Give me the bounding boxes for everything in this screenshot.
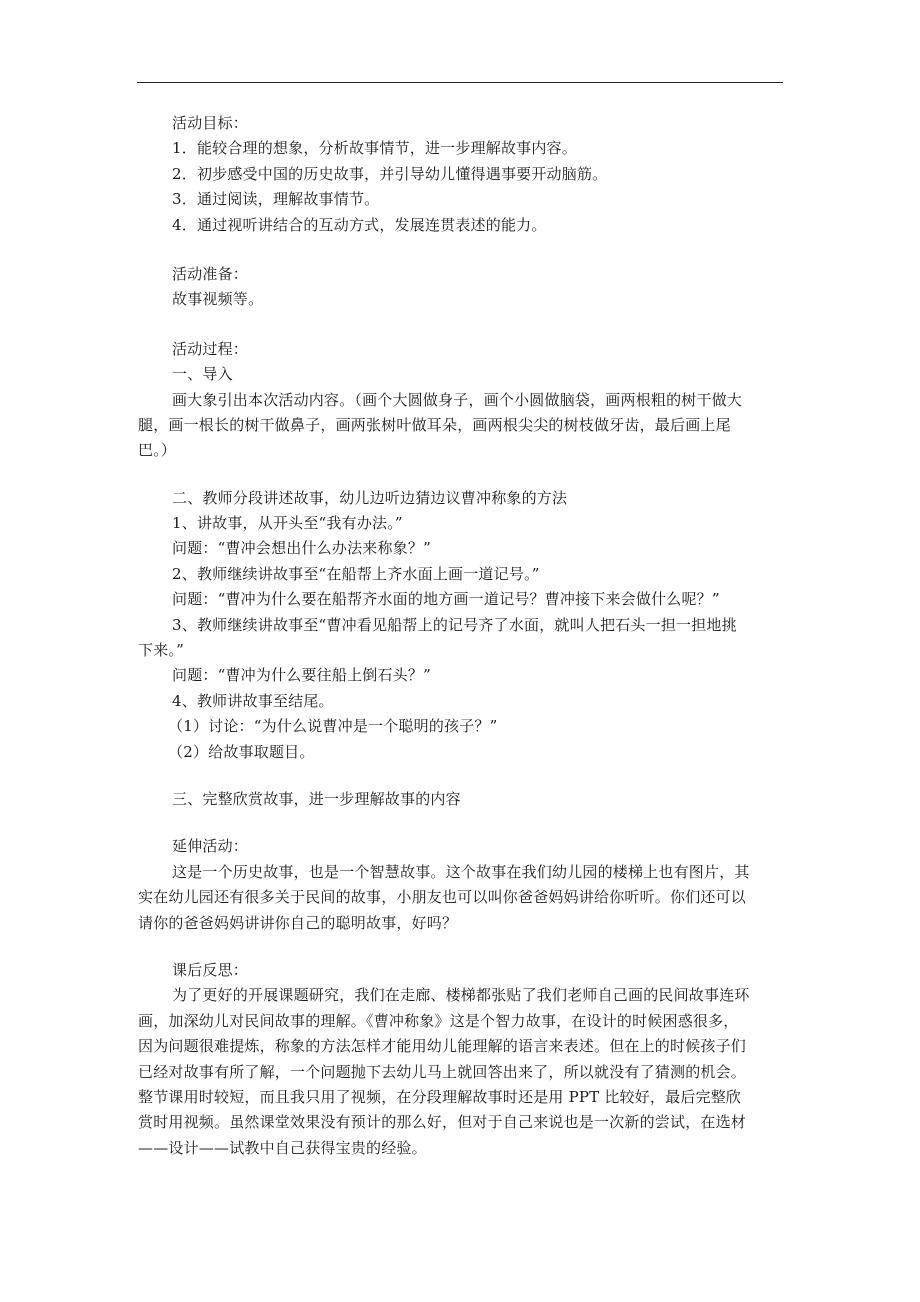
part2-line: 下来。” [138,641,184,660]
extension-heading: 延伸活动： [172,837,249,856]
part3-title: 三、完整欣赏故事，进一步理解故事的内容 [172,789,461,808]
reflection-line: ——设计——试教中自己获得宝贵的经验。 [138,1138,427,1157]
prep-heading: 活动准备： [172,264,249,283]
goal-item: 3．通过阅读，理解故事情节。 [172,190,380,209]
document-body [138,111,786,1161]
reflection-heading: 课后反思： [172,960,249,979]
extension-line: 请你的爸爸妈妈讲讲你自己的聪明故事，好吗？ [138,913,458,932]
goals-heading: 活动目标： [172,114,249,132]
reflection-line: 因为问题很难提炼，称象的方法怎样才能用幼儿能理解的语言来表述。但在上的时候孩子们 [138,1037,747,1056]
extension-line: 这是一个历史故事，也是一个智慧故事。这个故事在我们幼儿园的楼梯上也有图片，其 [172,862,750,881]
spacer [138,313,786,337]
part2-line: 问题：“曹冲会想出什么办法来称象？” [172,539,431,558]
goal-item: 2．初步感受中国的历史故事，并引导幼儿懂得遇事要开动脑筋。 [172,164,608,183]
part2-line: 1、讲故事，从开头至“我有办法。” [172,514,403,533]
part1-line: 腿，画一根长的树干做鼻子，画两张树叶做耳朵，画两根尖尖的树枝做牙齿，最后画上尾 [138,415,731,434]
spacer [138,812,786,834]
reflection-line: 画，加深幼儿对民间故事的理解。《曹冲称象》这是个智力故事，在设计的时候困惑很多， [138,1011,739,1030]
reflection-line: 为了更好的开展课题研究，我们在走廊、楼梯都张贴了我们老师自己画的民间故事连环 [172,986,750,1005]
part2-line: （2）给故事取题目。 [168,742,315,761]
spacer [138,765,786,787]
part2-line: 4、教师讲故事至结尾。 [172,691,334,710]
goal-item: 4．通过视听讲结合的互动方式，发展连贯表述的能力。 [172,215,547,234]
part2-line: （1）讨论：“为什么说曹冲是一个聪明的孩子？” [168,717,498,736]
part2-line: 问题：“曹冲为什么要往船上倒石头？” [172,666,431,685]
spacer [138,936,786,958]
header-rule [137,82,783,83]
part1-title: 一、导入 [172,365,233,384]
prep-text: 故事视频等。 [172,290,264,309]
reflection-line: 赏时用视频。虽然课堂效果没有预计的那么好，但对于自己来说也是一次新的尝试，在选材 [138,1113,747,1132]
extension-line: 实在幼儿园还有很多关于民间的故事，小朋友也可以叫你爸爸妈妈讲给你听听。你们还可以 [138,888,747,907]
goal-item: 1．能较合理的想象，分析故事情节，进一步理解故事内容。 [172,139,577,158]
part1-line: 巴。） [138,441,177,460]
process-heading: 活动过程： [172,339,249,358]
part2-line: 3、教师继续讲故事至“曹冲看见船帮上的记号齐了水面，就叫人把石头一担一担地挑 [172,615,737,634]
spacer [138,238,786,262]
spacer [138,464,786,486]
part2-line: 2、教师继续讲故事至“在船帮上齐水面上画一道记号。” [172,564,540,583]
part2-title: 二、教师分段讲述故事，幼儿边听边猜边议曹冲称象的方法 [172,488,568,507]
part2-line: 问题：“曹冲为什么要在船帮齐水面的地方画一道记号？曹冲接下来会做什么呢？” [172,590,720,609]
part1-line: 画大象引出本次活动内容。（画个大圆做身子，画个小圆做脑袋，画两根粗的树干做大 [172,390,743,409]
reflection-line: 整节课用时较短，而且我只用了视频，在分段理解故事时还是用 PPT 比较好，最后完整欣 [138,1087,742,1106]
reflection-line: 已经对故事有所了解，一个问题抛下去幼儿马上就回答出来了，所以就没有了猜测的机会。 [138,1062,747,1081]
